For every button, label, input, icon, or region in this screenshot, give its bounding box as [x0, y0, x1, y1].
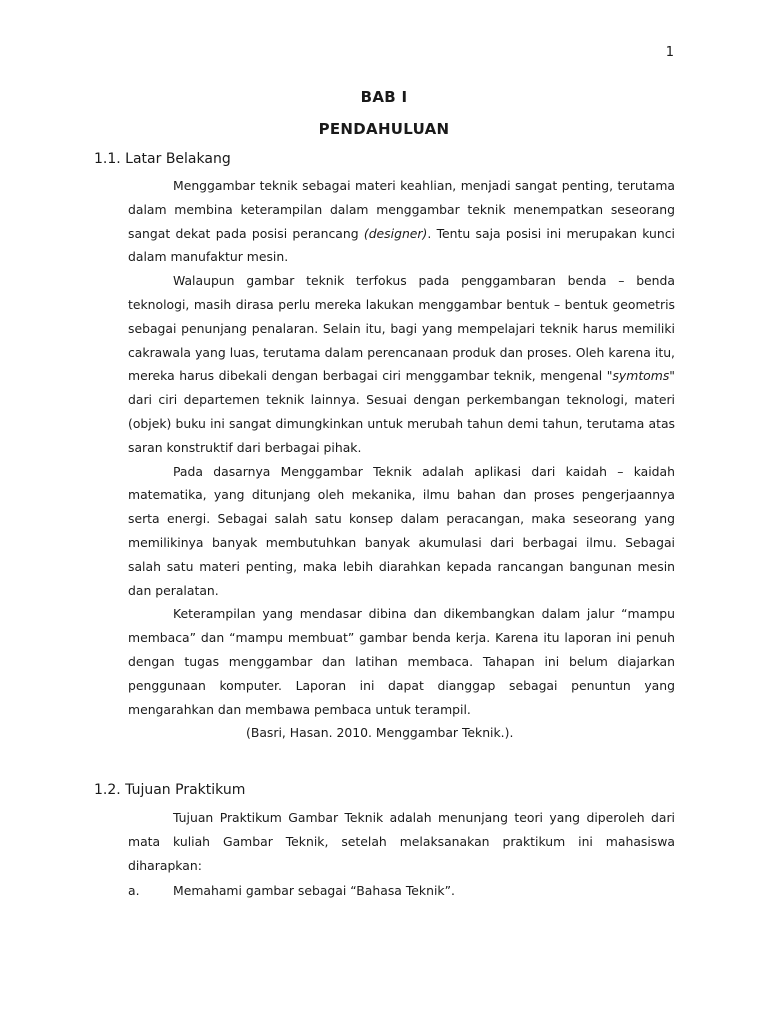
- paragraph: Keterampilan yang mendasar dibina dan dikembangkan dalam jalur “mampu membaca” dan “mampu membuat” gambar benda kerja. Karena itu laporan ini penuh dengan tugas menggambar dan latihan membaca. Tahapan ini belum diajarkan penggunaan komputer. Laporan ini dapat dianggap sebagai penuntun yang mengarahkan dan membawa pembaca untuk terampil.: [128, 606, 675, 717]
- citation: (Basri, Hasan. 2010. Menggambar Teknik.).: [246, 725, 514, 741]
- section-tujuan-praktikum-body: [128, 806, 675, 877]
- section-latar-belakang-body: [128, 174, 675, 745]
- section-heading-latar-belakang: 1.1. Latar Belakang: [94, 151, 231, 167]
- list-item: [128, 879, 675, 903]
- italic-term: "symtoms": [606, 368, 675, 384]
- paragraph: Pada dasarnya Menggambar Teknik adalah aplikasi dari kaidah – kaidah matematika, yang ditunjang oleh mekanika, ilmu bahan dan proses pengerjaannya serta energi. Sebagai salah satu konsep dalam peracangan, maka seseorang yang memilikinya banyak membutuhkan banyak akumulasi dari berbagai ilmu. Sebagai salah satu materi penting, maka lebih diarahkan kepada rancangan bangunan mesin dan peralatan.: [128, 463, 675, 598]
- chapter-label: BAB I: [360, 88, 408, 106]
- paragraph-text: Menggambar teknik sebagai materi keahlian, menjadi sangat penting, terutama dalam membina keterampilan dalam menggambar teknik menempatkan seseorang sangat dekat pada posisi perancang: [128, 178, 675, 241]
- list-item-text: Memahami gambar sebagai “Bahasa Teknik”.: [173, 883, 455, 898]
- page-number: 1: [665, 45, 674, 60]
- paragraph: [128, 174, 675, 269]
- paragraph-text: . Tentu saja posisi ini merupakan kunci dalam manufaktur mesin.: [128, 225, 675, 265]
- paragraph-text: dari ciri departemen teknik lainnya. Sesuai dengan perkembangan teknologi, materi (objek) buku ini sangat dimungkinkan untuk merubah tahun demi tahun, terutama atas saran konstruktif dari berbagai pihak.: [128, 392, 675, 455]
- paragraph: Tujuan Praktikum Gambar Teknik adalah menunjang teori yang diperoleh dari mata kuliah Gambar Teknik, setelah melaksanakan praktikum ini mahasiswa diharapkan:: [128, 810, 675, 873]
- italic-term: (designer): [363, 225, 428, 241]
- list-marker: a.: [128, 883, 140, 898]
- paragraph-text: Walaupun gambar teknik terfokus pada penggambaran benda – benda teknologi, masih dirasa perlu mereka lakukan menggambar bentuk – bentuk geometris sebagai penunjang penalaran. Selain itu, bagi yang mempelajari teknik harus memiliki cakrawala yang luas, terutama dalam perencanaan produk dan proses. Oleh karena itu, mereka harus dibekali dengan berbagai ciri menggambar teknik, mengenal: [128, 273, 675, 384]
- section-heading-tujuan-praktikum: 1.2. Tujuan Praktikum: [94, 782, 246, 798]
- chapter-title: PENDAHULUAN: [318, 120, 450, 138]
- paragraph: [128, 269, 675, 459]
